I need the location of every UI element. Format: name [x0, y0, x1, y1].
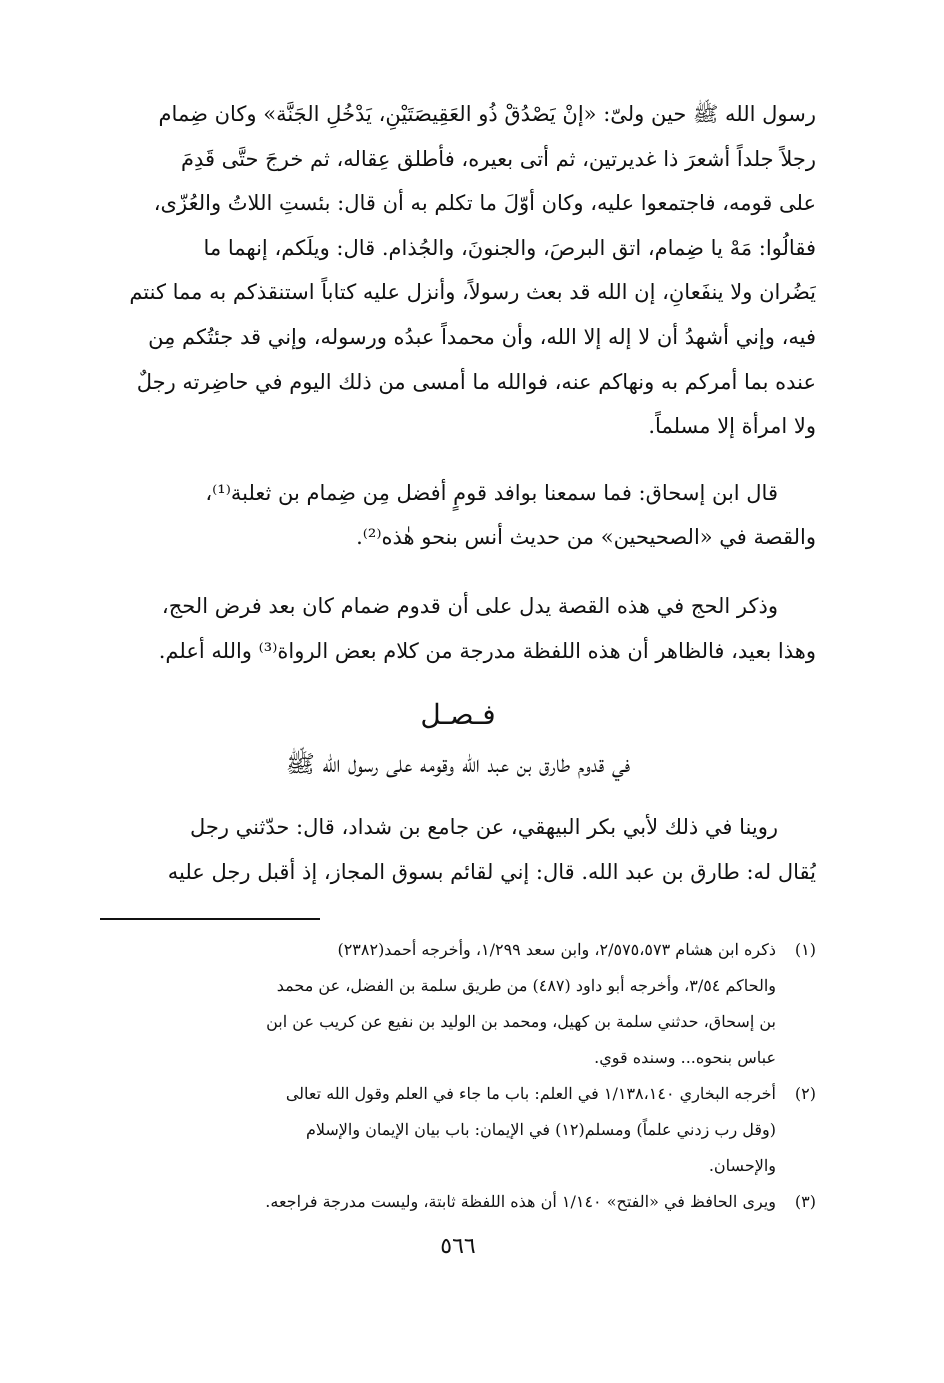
text-line: يُقال له: طارق بن عبد الله. قال: إني لقائم بسوق المجاز، إذ أقبل رجل عليه: [167, 859, 816, 884]
page-content: [100, 92, 816, 1259]
text-line: والقصة في «الصحيحين» من حديث أنس بنحو هٰذه⁽²⁾.: [356, 525, 816, 550]
footnote-number: (٢): [794, 1084, 816, 1103]
footnote-2: [100, 1076, 816, 1184]
text-line: ولا امرأة إلا مسلماً.: [648, 414, 816, 439]
footnote-1: [100, 932, 816, 1076]
footnote-text: [100, 1076, 776, 1184]
footnote-number: (١): [794, 940, 816, 959]
footnote-line: (وقل رب زدني علماً) ومسلم(١٢) في الإيمان: باب بيان الإيمان والإسلام: [305, 1120, 776, 1139]
footnotes: [100, 932, 816, 1220]
text-line: على قومه، فاجتمعوا عليه، وكان أوّلَ ما تكلم به أن قال: بئستِ اللاتُ والعُزّى،: [153, 191, 816, 216]
text-line: رجلاً جلداً أشعرَ ذا غديرتين، ثم أتى بعيره، فأطلق عِقاله، ثم خرجَ حتَّى قَدِمَ: [180, 146, 816, 171]
text-line: يَضُران ولا ينفَعانِ، إن الله قد بعث رسولاً، وأنزل عليه كتاباً استنقذكم به مما كنتم: [129, 280, 816, 305]
footnote-line: ذكره ابن هشام ٢/٥٧٥،٥٧٣، وابن سعد ١/٢٩٩، وأخرجه أحمد(٢٣٨٢): [337, 940, 776, 959]
text-line: وهذا بعيد، فالظاهر أن هذه اللفظة مدرجة من كلام بعض الرواة⁽³⁾ والله أعلم.: [158, 638, 816, 663]
text-line: وذكر الحج في هذه القصة يدل على أن قدوم ضمام كان بعد فرض الحج،: [161, 593, 778, 618]
footnote-line: ويرى الحافظ في «الفتح» ١/١٤٠ أن هذه اللفظة ثابتة، وليست مدرجة فراجعه.: [265, 1192, 776, 1211]
footnote-divider: [100, 918, 320, 920]
paragraph-dimam-story: [100, 92, 816, 449]
footnote-3: [100, 1184, 816, 1220]
footnote-line: والإحسان.: [708, 1156, 776, 1175]
paragraph-tariq-story: [100, 805, 816, 894]
footnote-line: بن إسحاق، حدثني سلمة بن كهيل، ومحمد بن الوليد بن نفيع عن كريب عن ابن: [266, 1012, 776, 1031]
paragraph-ibn-ishaq: [100, 471, 816, 560]
footnote-number: (٣): [794, 1192, 816, 1211]
footnote-line: أخرجه البخاري ١/١٣٨،١٤٠ في العلم: باب ما جاء في العلم وقول الله تعالى: [285, 1084, 776, 1103]
text-line: رسول الله ﷺ حين ولىّ: «إنْ يَصْدُقْ ذُو العَقِيصَتَيْنِ، يَدْخُلِ الجَنَّة» وكان ضِمام: [158, 102, 816, 126]
section-heading: فـصـل: [420, 698, 496, 732]
text-line: فقالُوا: مَهْ يا ضِمام، اتق البرصَ، والجنونَ، والجُذام. قال: ويلَكم، إنهما ما: [203, 235, 816, 260]
text-line: عنده بما أمركم به ونهاكم عنه، فوالله ما أمسى من ذلك اليوم في حاضِرته رجلٌ: [136, 369, 816, 394]
page-number: ٥٦٦: [440, 1234, 476, 1259]
footnote-text: [100, 1184, 776, 1220]
footnote-line: والحاكم ٣/٥٤، وأخرجه أبو داود (٤٨٧) من طريق سلمة بن الفضل، عن محمد: [276, 976, 776, 995]
footnote-text: [100, 932, 776, 1076]
text-line: قال ابن إسحاق: فما سمعنا بوافد قومٍ أفضل مِن ضِمام بن ثعلبة⁽¹⁾،: [205, 480, 778, 505]
section-subtitle: في قدوم طارق بن عبد الله وقومه على رسول الله ﷺ: [285, 750, 631, 779]
footnote-line: عباس بنحوه... وسنده قوي.: [594, 1048, 776, 1067]
text-line: فيه، وإني أشهدُ أن لا إله إلا الله، وأن محمداً عبدُه ورسوله، وإني قد جئتُكم مِن: [148, 324, 816, 349]
text-line: روينا في ذلك لأبي بكر البيهقي، عن جامع بن شداد، قال: حدّثني رجل: [189, 815, 778, 840]
paragraph-hajj-note: [100, 584, 816, 673]
